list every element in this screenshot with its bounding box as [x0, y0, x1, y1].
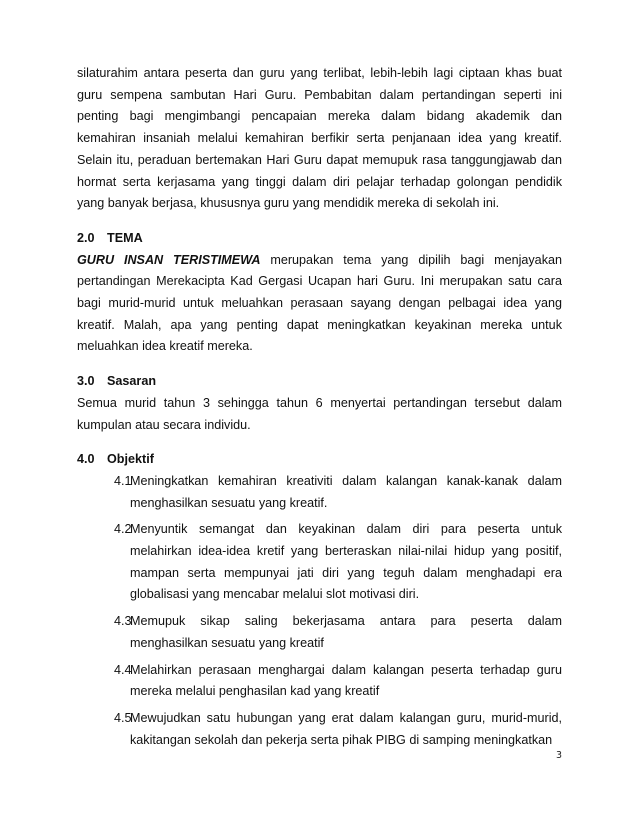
list-item [77, 471, 562, 514]
section-heading-objektif [77, 449, 562, 471]
item-text: Mewujudkan satu hubungan yang erat dalam kalangan guru, murid-murid, kakitangan sekolah dan pekerja serta pihak PIBG di samping meningkatkan [130, 710, 562, 747]
page-content [77, 63, 562, 751]
item-text: Memupuk sikap saling bekerjasama antara para peserta dalam menghasilkan sesuatu yang kreatif [130, 614, 562, 650]
list-item [77, 519, 562, 606]
page-number: 3 [555, 750, 562, 761]
section-number: 3.0 [77, 374, 95, 389]
section-title: TEMA [107, 230, 143, 245]
list-item [77, 611, 562, 654]
section-title: Objektif [107, 452, 154, 467]
intro-paragraph: silaturahim antara peserta dan guru yang terlibat, lebih-lebih lagi ciptaan khas buat guru sempena sambutan Hari Guru. Pembabitan dalam pertandingan seperti ini penting bagi mengimbangi pencapaian mereka dalam bidang akademik dan kemahiran insaniah melalui kemahiran berfikir serta penjanaan idea yang kreatif. Selain itu, peraduan bertemakan Hari Guru dapat memupuk rasa tanggungjawab dan hormat serta kerjasama yang tinggi dalam diri pelajar terhadap golongan pendidik yang banyak berjasa, khususnya guru yang mendidik mereka di sekolah ini. [77, 66, 562, 211]
item-number: 4.3 [114, 614, 132, 629]
section-heading-sasaran [77, 371, 562, 393]
list-item [77, 660, 562, 703]
objektif-list [77, 471, 562, 751]
section-number: 2.0 [77, 230, 95, 245]
tema-body: merupakan tema yang dipilih bagi menjayakan pertandingan Merekacipta Kad Gergasi Ucapan hari Guru. Ini merupakan satu cara bagi murid-murid untuk meluahkan perasaan sayang dengan pelbagai idea yang kreatif. Malah, apa yang penting dapat meningkatkan keyakinan mereka untuk meluahkan idea kreatif mereka. [77, 252, 562, 354]
item-text: Meningkatkan kemahiran kreativiti dalam kalangan kanak-kanak dalam menghasilkan sesuatu yang kreatif. [130, 473, 562, 510]
item-number: 4.2 [114, 522, 132, 537]
theme-emphasis: GURU INSAN TERISTIMEWA [77, 252, 261, 267]
item-text: Melahirkan perasaan menghargai dalam kalangan peserta terhadap guru mereka melalui penghasilan kad yang kreatif [130, 662, 562, 699]
item-text: Menyuntik semangat dan keyakinan dalam diri para peserta untuk melahirkan idea-idea kretif yang berteraskan nilai-nilai hidup yang positif, mampan serta mempunyai jati diri yang teguh dalam menghadapi era globalisasi yang mencabar melalui slot motivasi diri. [130, 522, 562, 602]
item-number: 4.4 [114, 662, 132, 677]
tema-paragraph [77, 250, 562, 359]
section-number: 4.0 [77, 452, 95, 467]
item-number: 4.1 [114, 473, 132, 488]
section-heading-tema [77, 228, 562, 250]
sasaran-paragraph: Semua murid tahun 3 sehingga tahun 6 menyertai pertandingan tersebut dalam kumpulan atau secara individu. [77, 395, 562, 432]
item-number: 4.5 [114, 710, 132, 725]
list-item [77, 708, 562, 751]
section-title: Sasaran [107, 374, 157, 389]
